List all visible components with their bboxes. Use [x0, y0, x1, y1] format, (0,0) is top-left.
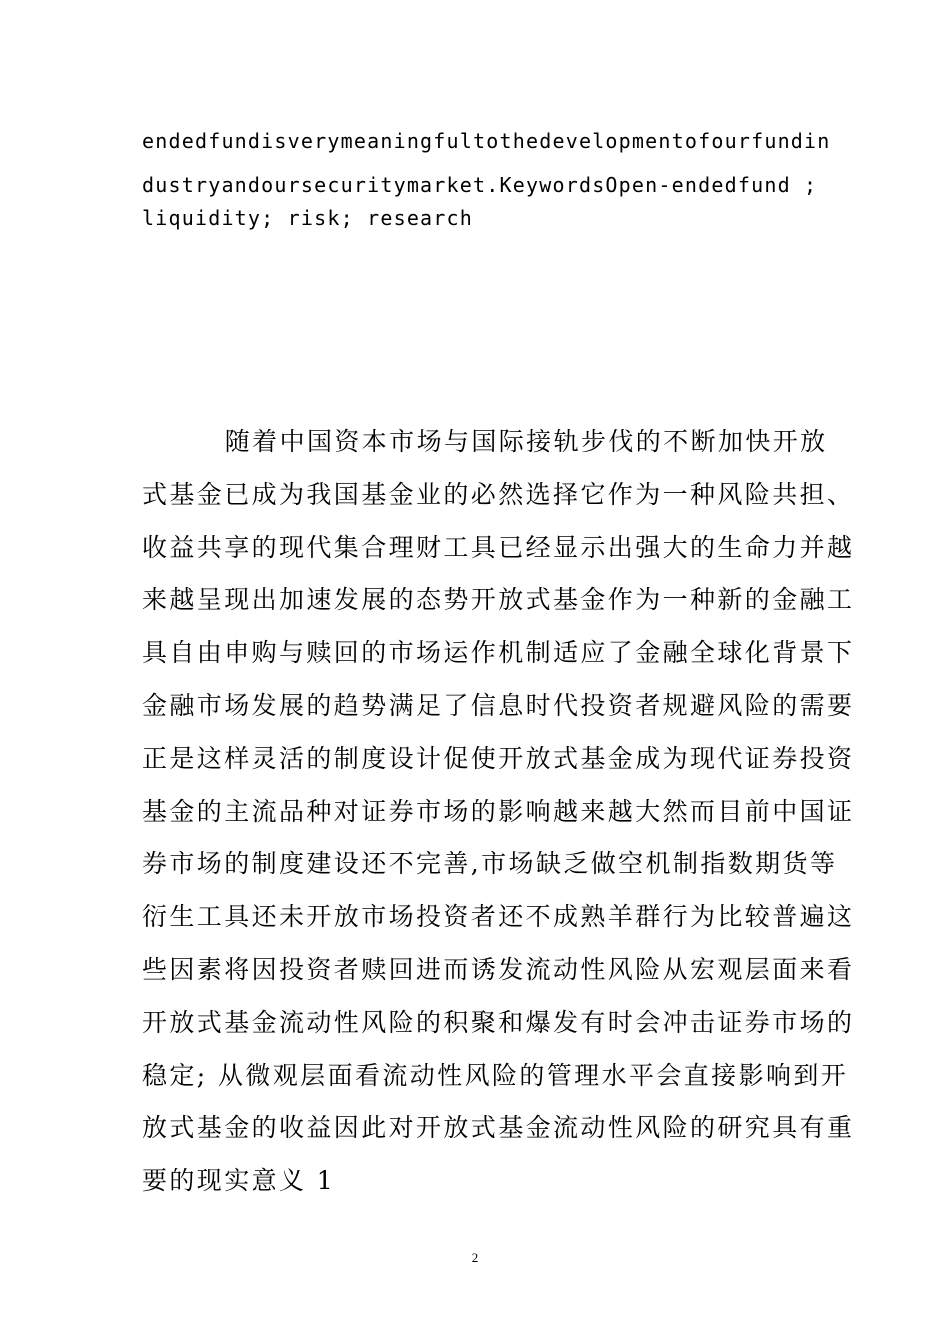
body-line: 放式基金的收益因此对开放式基金流动性风险的研究具有重: [142, 1113, 855, 1143]
body-line: 些因素将因投资者赎回进而诱发流动性风险从宏观层面来看: [142, 954, 855, 984]
body-line: 式基金已成为我国基金业的必然选择它作为一种风险共担、: [142, 479, 855, 509]
body-line: 要的现实意义 1: [142, 1166, 336, 1196]
abstract-line: dustryandoursecuritymarket.KeywordsOpen-endedfund ;: [142, 173, 818, 197]
body-line: 收益共享的现代集合理财工具已经显示出强大的生命力并越: [142, 532, 855, 562]
body-paragraph: [142, 426, 855, 1218]
abstract-line: liquidity; risk; research: [142, 206, 474, 230]
body-line: 金融市场发展的趋势满足了信息时代投资者规避风险的需要: [142, 690, 855, 720]
body-line: 正是这样灵活的制度设计促使开放式基金成为现代证券投资: [142, 743, 855, 773]
body-line: 衍生工具还未开放市场投资者还不成熟羊群行为比较普遍这: [142, 902, 855, 932]
body-line: 随着中国资本市场与国际接轨步伐的不断加快开放: [142, 427, 828, 456]
body-line: 券市场的制度建设还不完善,市场缺乏做空机制指数期货等: [142, 849, 838, 879]
body-line: 稳定; 从微观层面看流动性风险的管理水平会直接影响到开: [142, 1060, 849, 1090]
abstract-text: [142, 128, 831, 249]
body-line: 开放式基金流动性风险的积聚和爆发有时会冲击证券市场的: [142, 1007, 855, 1037]
body-line: 基金的主流品种对证券市场的影响越来越大然而目前中国证: [142, 796, 855, 826]
page-number: 2: [471, 1250, 479, 1265]
body-line: 来越呈现出加速发展的态势开放式基金作为一种新的金融工: [142, 585, 855, 615]
abstract-line: endedfundisverymeaningfultothedevelopmentofourfundin: [142, 129, 831, 153]
body-line: 具自由申购与赎回的市场运作机制适应了金融全球化背景下: [142, 638, 855, 668]
